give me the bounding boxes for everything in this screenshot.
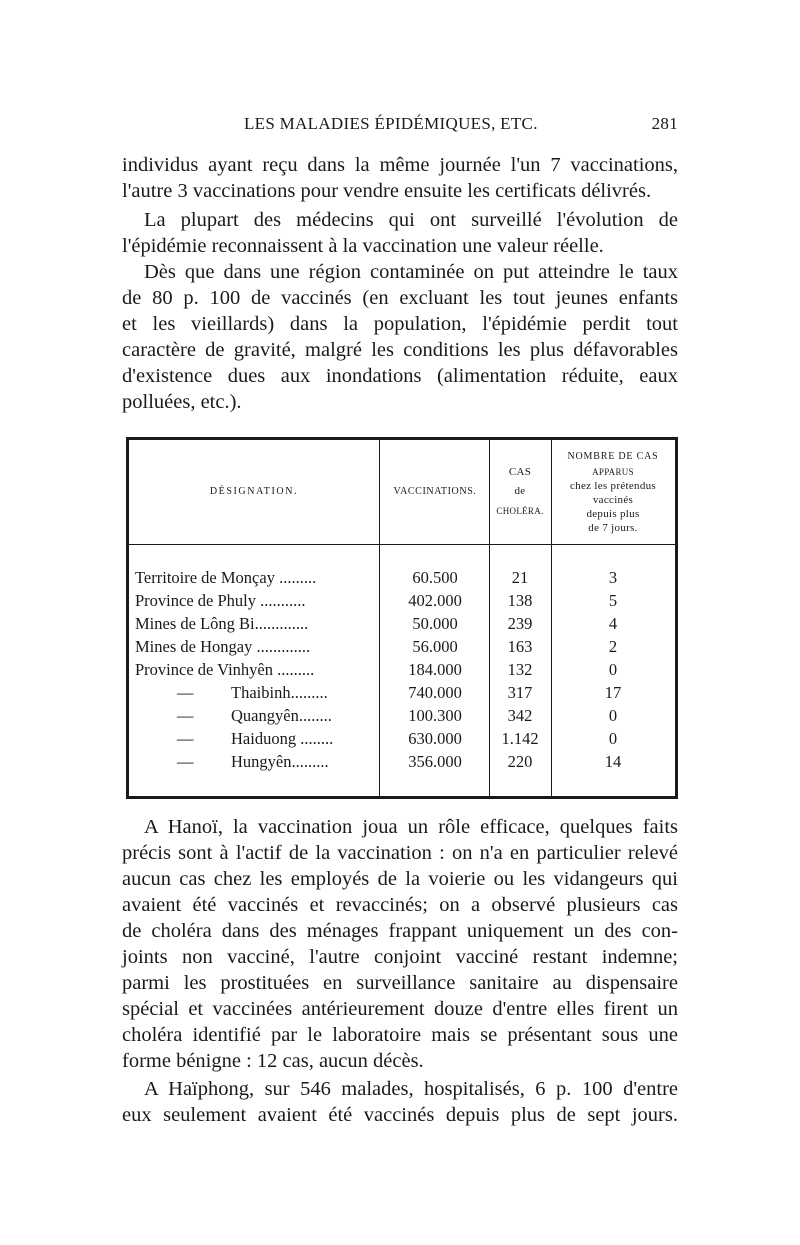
cell-nombre: 0 [608, 660, 618, 679]
table-row [129, 729, 675, 752]
cell-nombre: 3 [608, 568, 618, 587]
text-line: A Hanoï, la vaccination joua un rôle efficace, quelques faits [144, 816, 678, 838]
cell-vaccinations: 56.000 [412, 637, 458, 656]
cell-cas: 317 [507, 683, 533, 702]
text-line: Dès que dans une région contaminée on put atteindre le taux [144, 261, 678, 283]
table-row [129, 752, 675, 775]
running-header [122, 114, 678, 144]
text-line: et les vieillards) dans la population, l'épidémie perdit tout [122, 313, 678, 335]
text-line: polluées, etc.). [122, 391, 242, 413]
header-nombre-line: NOMBRE DE CAS [567, 451, 659, 462]
ditto-dash: — [177, 752, 194, 771]
cell-cas: 239 [507, 614, 533, 633]
running-title: LES MALADIES ÉPIDÉMIQUES, ETC. [244, 114, 538, 133]
header-nombre-line: APPARUS [592, 467, 634, 477]
cell-designation: Thaibinh......... [231, 683, 328, 702]
table-row [129, 637, 675, 660]
cell-vaccinations: 740.000 [408, 683, 462, 702]
cell-designation: Territoire de Monçay ......... [135, 568, 317, 587]
table-row [129, 683, 675, 706]
cell-cas: 1.142 [501, 729, 539, 748]
text-line: caractère de gravité, malgré les conditions les plus défavorables [122, 339, 678, 361]
header-nombre-line: de 7 jours. [588, 522, 638, 534]
text-line: choléra identifié par le laboratoire mais se présentant sous une [122, 1024, 678, 1046]
cell-nombre: 17 [604, 683, 622, 702]
cell-designation: Mines de Hongay ............. [135, 637, 311, 656]
cell-designation: Mines de Lông Bi............. [135, 614, 309, 633]
cell-nombre: 2 [608, 637, 618, 656]
cell-cas: 138 [507, 591, 533, 610]
header-cas-line: CHOLÉRA. [496, 506, 544, 516]
cell-vaccinations: 184.000 [408, 660, 462, 679]
cell-nombre: 0 [608, 706, 618, 725]
cell-vaccinations: 60.500 [412, 568, 458, 587]
cell-cas: 342 [507, 706, 533, 725]
cell-designation: Hungyên......... [231, 752, 329, 771]
text-line: l'épidémie reconnaissent à la vaccination une valeur réelle. [122, 235, 604, 257]
cell-cas: 132 [507, 660, 533, 679]
cell-nombre: 14 [604, 752, 622, 771]
cell-nombre: 4 [608, 614, 618, 633]
ditto-dash: — [177, 683, 194, 702]
header-vaccinations: VACCINATIONS. [393, 486, 477, 497]
paragraph-3 [122, 259, 678, 415]
paragraph-1 [122, 152, 678, 204]
header-rule [129, 544, 675, 545]
text-line: forme bénigne : 12 cas, aucun décès. [122, 1050, 424, 1072]
header-nombre-line: depuis plus [586, 508, 640, 520]
table-row [129, 614, 675, 637]
paragraph-4 [122, 814, 678, 1074]
paragraph-2 [122, 207, 678, 259]
text-line: parmi les prostituées en surveillance sanitaire au dispensaire [122, 972, 678, 994]
text-line: eux seulement avaient été vaccinés depuis plus de sept jours. [122, 1104, 678, 1126]
cell-designation: Province de Vinhyên ......... [135, 660, 315, 679]
ditto-dash: — [177, 729, 194, 748]
cell-vaccinations: 356.000 [408, 752, 462, 771]
cell-vaccinations: 100.300 [408, 706, 462, 725]
cell-designation: Haiduong ........ [231, 729, 334, 748]
text-line: spécial et vaccinées antérieurement douze d'entre elles firent un [122, 998, 678, 1020]
cell-nombre: 5 [608, 591, 618, 610]
paragraph-5 [122, 1076, 678, 1128]
cell-nombre: 0 [608, 729, 618, 748]
text-line: A Haïphong, sur 546 malades, hospitalisés, 6 p. 100 d'entre [144, 1078, 678, 1100]
cell-vaccinations: 402.000 [408, 591, 462, 610]
text-line: individus ayant reçu dans la même journée l'un 7 vaccinations, [122, 154, 678, 176]
header-nombre-line: vaccinés [592, 494, 634, 506]
text-line: aucun cas chez les employés de la voierie ou les vidangeurs qui [122, 868, 678, 890]
table-row [129, 591, 675, 614]
text-line: l'autre 3 vaccinations pour vendre ensuite les certificats délivrés. [122, 180, 652, 202]
cell-designation: Quangyên........ [231, 706, 332, 725]
cell-designation: Province de Phuly ........... [135, 591, 306, 610]
header-cas-line: CAS [508, 466, 532, 478]
text-line: La plupart des médecins qui ont surveillé l'évolution de [144, 209, 678, 231]
header-cas-line: de [514, 485, 526, 497]
text-line: avaient été vaccinés et revaccinés; on a observé plusieurs cas [122, 894, 678, 916]
cell-vaccinations: 630.000 [408, 729, 462, 748]
cell-vaccinations: 50.000 [412, 614, 458, 633]
text-line: joints non vacciné, l'autre conjoint vacciné restant indemne; [122, 946, 678, 968]
text-line: de choléra dans des ménages frappant uniquement un des con- [122, 920, 678, 942]
cell-cas: 21 [511, 568, 529, 587]
vaccination-table [126, 437, 678, 799]
text-line: d'existence dues aux inondations (alimentation réduite, eaux [122, 365, 678, 387]
text-line: précis sont à l'actif de la vaccination : on n'a en particulier relevé [122, 842, 678, 864]
header-designation: DÉSIGNATION. [209, 486, 299, 497]
table-row [129, 706, 675, 729]
cell-cas: 163 [507, 637, 533, 656]
cell-cas: 220 [507, 752, 533, 771]
text-line: de 80 p. 100 de vaccinés (en excluant les tout jeunes enfants [122, 287, 678, 309]
table-row [129, 660, 675, 683]
table-row [129, 568, 675, 591]
ditto-dash: — [177, 706, 194, 725]
header-nombre-line: chez les prétendus [569, 480, 657, 492]
page-number: 281 [651, 114, 678, 133]
